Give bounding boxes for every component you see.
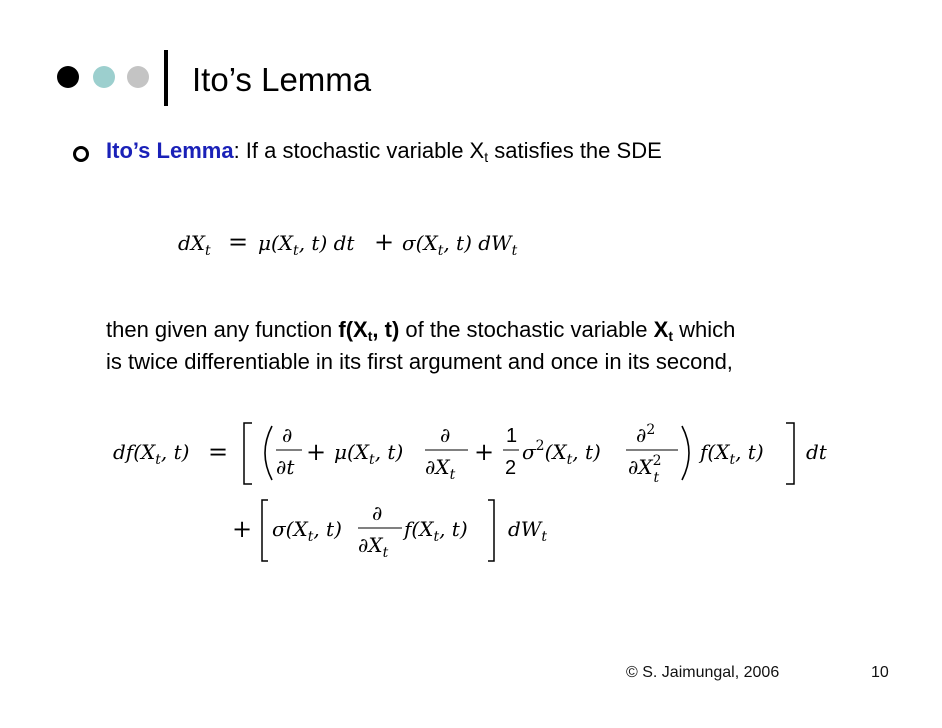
ito-plus-2: +: [474, 438, 495, 466]
sde-w-sub: t: [511, 243, 518, 259]
ito-lhs: df(X: [113, 440, 156, 464]
ito-sigma-sq: σ: [522, 440, 536, 464]
svg-text:μ(Xt, t): [334, 440, 403, 468]
ddt-den: ∂t: [276, 455, 295, 479]
line2-left-bracket: [262, 500, 268, 561]
para-text-a: then given any function: [106, 317, 339, 342]
ito-sigma-exp: 2: [535, 438, 545, 454]
para-text-d: of the stochastic variable: [399, 317, 654, 342]
ito-lhs-tail: , t): [160, 440, 190, 464]
svg-text:∂X2t: [628, 453, 662, 486]
para-func-sub: t: [367, 328, 373, 344]
paragraph-line-2: is twice differentiable in its first argument and once in its second,: [106, 349, 733, 374]
line2-right-bracket: [488, 500, 494, 561]
sde-lhs: dX: [178, 231, 206, 255]
bullet-sub: t: [484, 149, 489, 165]
ito-sigma-sub: t: [566, 452, 573, 468]
svg-text:∂Xt: [358, 533, 389, 561]
ito-formula-line-1: [113, 422, 828, 486]
para-var-name: X: [653, 317, 669, 342]
ito-dW-sub: t: [541, 529, 547, 545]
line2-f-tail: , t): [439, 517, 468, 541]
ito-lhs-sub: t: [155, 452, 161, 468]
svg-text:σ2(Xt, t): [522, 438, 601, 468]
para-text-f: which: [673, 317, 736, 342]
line2-ddx-num: ∂: [372, 501, 383, 525]
line2-ddx-den-sub: t: [382, 545, 389, 561]
d2dx2-den-sub: t: [653, 470, 660, 486]
svg-text:dWt: [508, 517, 547, 545]
d2dx2-den: ∂X: [628, 455, 653, 479]
ito-formula-line-2: [232, 500, 547, 561]
sde-plus: +: [374, 228, 395, 256]
inner-right-paren: [682, 426, 689, 480]
ito-plus-3: +: [232, 515, 253, 543]
sde-sigma-tail: , t) dW: [443, 231, 512, 255]
svg-text:σ(Xt, t) dWt: [402, 231, 518, 259]
ito-equals: =: [208, 438, 229, 466]
ito-dW: dW: [508, 517, 542, 541]
line2-f: f(X: [404, 517, 434, 541]
line2-ddx-den: ∂X: [358, 533, 383, 557]
bullet-term: Ito’s Lemma: [106, 138, 234, 163]
d2dx2-num: ∂: [636, 423, 647, 447]
d2dx2-num-exp: 2: [646, 422, 656, 438]
svg-text:∂Xt: [425, 455, 456, 483]
half-den: 2: [505, 457, 517, 479]
sde-equation: [178, 228, 518, 259]
outer-right-bracket: [786, 423, 794, 484]
ito-f-tail: , t): [735, 440, 764, 464]
footer-copyright: © S. Jaimungal, 2006: [626, 664, 780, 681]
svg-text:f(Xt, t): [402, 517, 468, 545]
bullet-text-a: : If a stochastic variable X: [233, 138, 485, 163]
sde-mu-sub: t: [293, 243, 299, 259]
slide-title: Ito’s Lemma: [192, 61, 372, 98]
para-var-sub: t: [668, 328, 673, 344]
svg-text:f(Xt, t): [698, 440, 764, 468]
para-func-tail: , t): [372, 317, 400, 342]
svg-text:σ(Xt, t): [272, 517, 342, 545]
sde-mu: μ(X: [258, 231, 294, 255]
svg-text:∂2: [636, 422, 655, 447]
sde-lhs-sub: t: [205, 243, 211, 259]
ito-mu-tail: , t): [374, 440, 404, 464]
ito-mu-sub: t: [369, 452, 375, 468]
ito-mu: μ(X: [334, 440, 370, 464]
ddx-den: ∂X: [425, 455, 450, 479]
line2-f-sub: t: [433, 529, 440, 545]
sde-sigma-sub: t: [437, 243, 444, 259]
svg-text:μ(Xt, t) dt: [258, 231, 355, 259]
ito-sigma-term-sub: t: [307, 529, 314, 545]
ito-sigma-tail2: , t): [572, 440, 601, 464]
ito-sigma-term: σ(X: [272, 517, 308, 541]
outer-left-bracket: [244, 423, 252, 484]
ito-sigma-term-tail: , t): [313, 517, 342, 541]
sde-sigma: σ(X: [402, 231, 438, 255]
ddx-den-sub: t: [449, 467, 456, 483]
ito-f-sub: t: [729, 452, 736, 468]
ito-sigma-tail: (X: [544, 440, 567, 464]
ddt-num: ∂: [282, 423, 293, 447]
ito-dt: dt: [806, 440, 827, 464]
sde-mu-tail: , t) dt: [298, 231, 355, 255]
svg-text:df(Xt, t): [113, 440, 189, 468]
ito-plus-1: +: [306, 438, 327, 466]
bullet-text-b: satisfies the SDE: [488, 138, 662, 163]
ddx-num: ∂: [440, 423, 451, 447]
sde-equals: =: [228, 228, 249, 256]
d2dx2-den-exp: 2: [652, 453, 662, 469]
para-func-name: f(X: [338, 317, 368, 342]
page-number: 10: [871, 664, 889, 681]
svg-text:dXt: [178, 231, 211, 259]
inner-left-paren: [265, 426, 272, 480]
ito-f: f(X: [700, 440, 730, 464]
half-num: 1: [506, 425, 518, 447]
